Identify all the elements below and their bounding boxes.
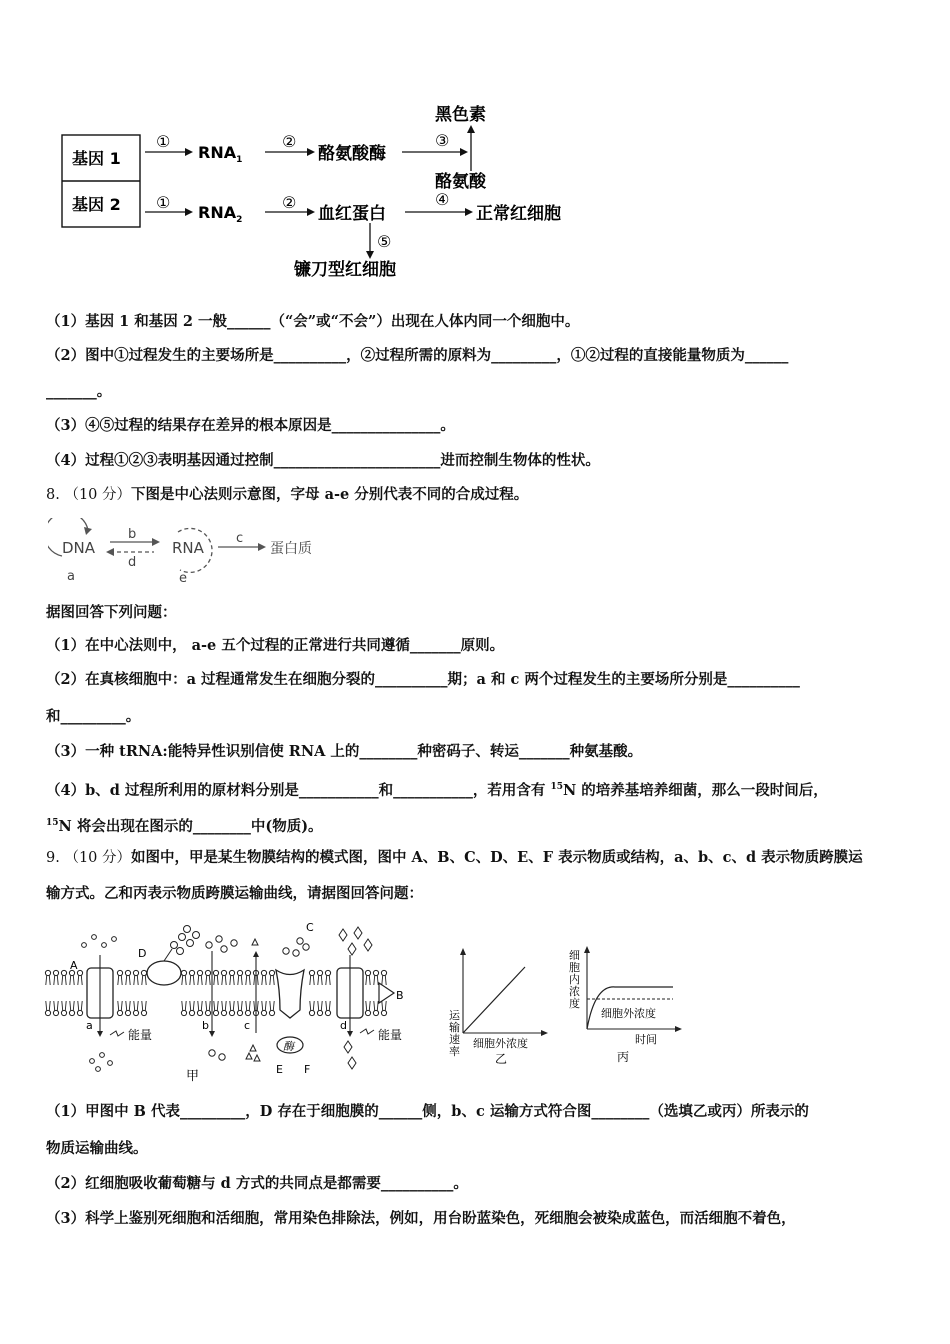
phospholipid-outer (229, 970, 234, 985)
d-label: d (128, 555, 137, 570)
phospholipid-outer (317, 970, 322, 985)
phospholipid-inner (77, 1001, 82, 1016)
q7-part4: （4）过程①②③表明基因通过控制_______________________进而控制生物体的性状。 (46, 452, 600, 469)
tyrosine-label: 酪氨酸 (435, 172, 486, 192)
step5-label: ⑤ (377, 232, 392, 251)
phospholipid-inner (237, 1001, 242, 1016)
q9-number: 9. (46, 850, 60, 866)
phospholipid-outer (269, 970, 274, 985)
phospholipid-inner (117, 1001, 122, 1016)
q8-part2: （2）在真核细胞中：a 过程通常发生在细胞分裂的__________期；a 和 c 两个过程发生的主要场所分别是__________ (46, 671, 800, 688)
b-label: b (128, 527, 137, 542)
enzyme-label: 酶 (283, 1040, 294, 1053)
label-a: a (86, 1019, 93, 1032)
phospholipid-outer (325, 970, 330, 985)
q8-part4: （4）b、d 过程所利用的原材料分别是___________和___________，若用含有 $^{15}$N 的培养基培养细菌，那么一段时间后， (46, 781, 828, 799)
q7-part2-cont: _______。 (46, 383, 112, 400)
step4-label: ④ (435, 190, 450, 209)
phospholipid-outer (125, 970, 130, 985)
phospholipid-outer (45, 970, 50, 985)
protein-label: 蛋白质 (270, 541, 312, 557)
q8-score: （10 分） (64, 487, 132, 503)
rna2-label: $RNA_2$ (198, 203, 243, 225)
phospholipid-outer (181, 970, 186, 985)
phospholipid-inner (181, 1001, 186, 1016)
q9-part1-cont: 物质运输曲线。 (46, 1140, 148, 1157)
phospholipid-outer (53, 970, 58, 985)
rna-label: RNA (172, 539, 204, 557)
phospholipid-inner (61, 1001, 66, 1016)
phospholipid-outer (365, 970, 370, 985)
bing-xlabel: 时间 (635, 1033, 657, 1046)
phospholipid-outer (309, 970, 314, 985)
q9-stem-text: 如图中，甲是某生物膜结构的模式图，图中 A、B、C、D、E、F 表示物质或结构，a、b、c、d 表示物质跨膜运 (131, 849, 863, 866)
phospholipid-inner (213, 1001, 218, 1016)
phospholipid-outer (133, 970, 138, 985)
q7-part2: （2）图中①过程发生的主要场所是__________，②过程所需的原料为_________，①②过程的直接能量物质为______ (46, 347, 789, 364)
label-E: E (276, 1063, 283, 1076)
q8-part1: （1）在中心法则中， a-e 五个过程的正常进行共同遵循_______原则。 (46, 637, 505, 654)
tyrosinase-label: 酪氨酸酶 (318, 144, 386, 164)
chart-yi (445, 945, 555, 1065)
phospholipid-inner (53, 1001, 58, 1016)
carrier-protein (276, 970, 304, 1018)
label-b: b (202, 1019, 209, 1032)
phospholipid-outer (221, 970, 226, 985)
phospholipid-inner (269, 1001, 274, 1016)
step2-label-2: ② (282, 193, 297, 212)
phospholipid-outer (77, 970, 82, 985)
phospholipid-outer (213, 970, 218, 985)
phospholipid-inner (325, 1001, 330, 1016)
q7-part3: （3）④⑤过程的结果存在差异的根本原因是_______________。 (46, 417, 455, 434)
phospholipid-inner (221, 1001, 226, 1016)
membrane-diagram (44, 915, 429, 1085)
phospholipid-inner (189, 1001, 194, 1016)
label-A: A (70, 959, 78, 972)
q8-stem-text: 下图是中心法则示意图，字母 a-e 分别代表不同的合成过程。 (131, 486, 529, 503)
q7-part1: （1）基因 1 和基因 2 一般______（“会”或“不会”）出现在人体内同一个细胞中。 (46, 313, 580, 330)
phospholipid-inner (125, 1001, 130, 1016)
phospholipid-outer (237, 970, 242, 985)
phospholipid-outer (117, 970, 122, 985)
chart-bing (565, 945, 690, 1065)
jia-label: 甲 (186, 1069, 200, 1084)
phospholipid-inner (373, 1001, 378, 1016)
label-c: c (244, 1019, 251, 1032)
phospholipid-inner (133, 1001, 138, 1016)
step1-label-2: ① (156, 193, 171, 212)
phospholipid-outer (141, 970, 146, 985)
q8-stem (46, 485, 910, 505)
sickle-rbc-label: 镰刀型红细胞 (294, 260, 396, 280)
phospholipid-outer (189, 970, 194, 985)
q9-part1: （1）甲图中 B 代表_________，D 存在于细胞膜的______侧，b、c 运输方式符合图________（选填乙或丙）所表示的 (46, 1103, 809, 1120)
phospholipid-inner (45, 1001, 50, 1016)
phospholipid-outer (373, 970, 378, 985)
phospholipid-inner (229, 1001, 234, 1016)
phospholipid-outer (205, 970, 210, 985)
c-label: c (236, 531, 244, 546)
q9-stem (46, 848, 910, 868)
phospholipid-inner (365, 1001, 370, 1016)
phospholipid-inner (69, 1001, 74, 1016)
label-B: B (396, 989, 404, 1002)
q9-score: （10 分） (64, 850, 132, 866)
phospholipid-inner (205, 1001, 210, 1016)
step1-label: ① (156, 132, 171, 151)
q8-part4-cont: $^{15}$N 将会出现在图示的________中(物质)。 (46, 817, 323, 835)
gene2-label: 基因 2 (72, 195, 121, 214)
label-D: D (138, 947, 147, 960)
phospholipid-inner (245, 1001, 250, 1016)
a-label: a (67, 569, 75, 584)
q9-part2: （2）红细胞吸收葡萄糖与 d 方式的共同点是都需要__________。 (46, 1175, 468, 1192)
q8-part3: （3）一种 tRNA:能特异性识别信使 RNA 上的________种密码子、转运_______种氨基酸。 (46, 743, 643, 760)
rna1-label: $RNA_1$ (198, 143, 243, 165)
phospholipid-outer (69, 970, 74, 985)
q9-stem-cont: 输方式。乙和丙表示物质跨膜运输曲线，请据图回答问题： (46, 885, 423, 902)
phospholipid-outer (197, 970, 202, 985)
energy-label-1: 能量 (128, 1028, 153, 1042)
yi-ylabel: 运输速率 (449, 1009, 460, 1058)
phospholipid-outer (381, 970, 386, 985)
q8-part2-cont: 和_________。 (46, 708, 141, 725)
step3-label: ③ (435, 131, 450, 150)
gene1-label: 基因 1 (72, 149, 121, 168)
bing-ylabel: 细胞内浓度 (569, 949, 580, 1010)
normal-rbc-label: 正常红细胞 (476, 204, 561, 224)
q8-lead: 据图回答下列问题： (46, 604, 177, 621)
label-C: C (306, 921, 314, 934)
central-dogma-diagram (48, 518, 348, 586)
step2-label: ② (282, 132, 297, 151)
label-d: d (340, 1019, 347, 1032)
label-F: F (304, 1063, 311, 1076)
q8-number: 8. (46, 487, 60, 503)
glycoprotein-D (147, 961, 181, 985)
gene-expression-diagram (50, 95, 630, 285)
phospholipid-inner (381, 1001, 386, 1016)
hemoglobin-label: 血红蛋白 (318, 204, 386, 224)
bing-title: 丙 (617, 1050, 630, 1064)
yi-data-line (463, 967, 525, 1033)
phospholipid-inner (261, 1001, 266, 1016)
energy-label-2: 能量 (378, 1028, 403, 1042)
phospholipid-inner (197, 1001, 202, 1016)
phospholipid-outer (245, 970, 250, 985)
dna-label: DNA (62, 539, 96, 557)
q9-part3: （3）科学上鉴别死细胞和活细胞，常用染色排除法，例如，用台盼蓝染色，死细胞会被染成蓝色，而活细胞不着色， (46, 1210, 796, 1227)
melanin-label: 黑色素 (435, 105, 486, 125)
bing-dash-label: 细胞外浓度 (601, 1007, 656, 1020)
phospholipid-outer (61, 970, 66, 985)
yi-xlabel: 细胞外浓度 (473, 1037, 528, 1050)
e-label: e (179, 571, 187, 586)
phospholipid-inner (317, 1001, 322, 1016)
phospholipid-inner (309, 1001, 314, 1016)
phospholipid-outer (261, 970, 266, 985)
yi-title: 乙 (495, 1052, 508, 1065)
phospholipid-inner (141, 1001, 146, 1016)
